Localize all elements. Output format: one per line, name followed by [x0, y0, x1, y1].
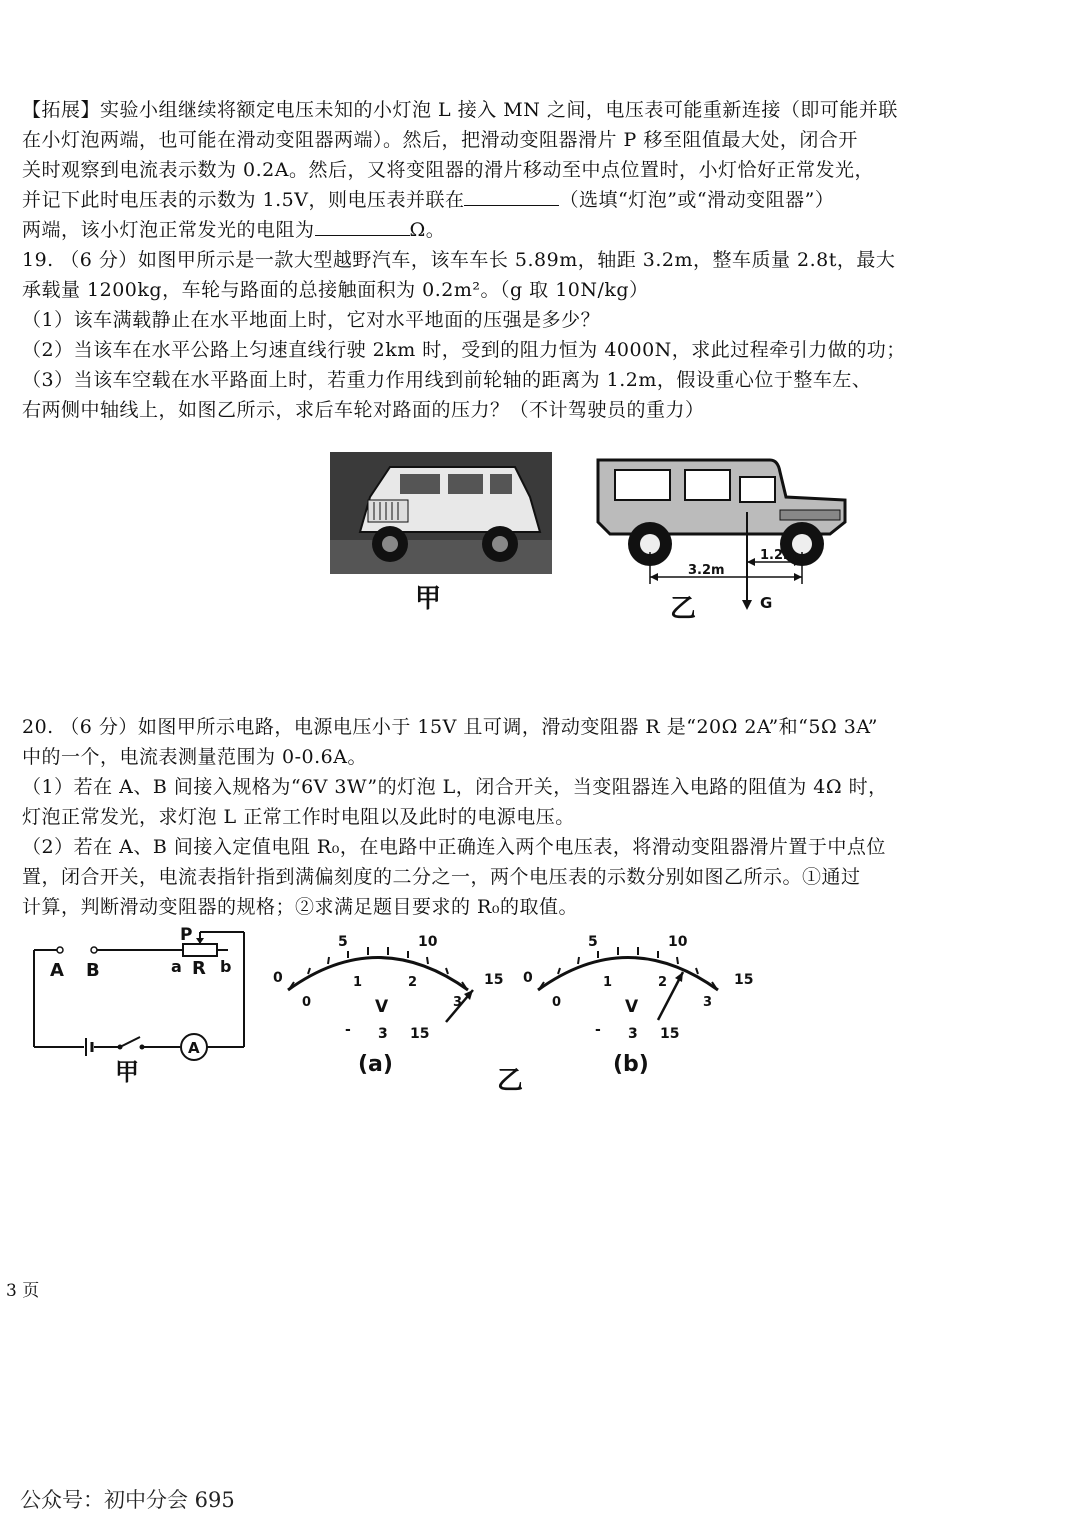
meter-b-terminal-minus: -	[595, 1022, 601, 1038]
extension-line-2: 在小灯泡两端，也可能在滑动变阻器两端）。然后，把滑动变阻器滑片 P 移至阻值最大处，闭合开	[22, 129, 858, 151]
q19-line-5: （3）当该车空载在水平路面上时，若重力作用线到前轮轴的距离为 1.2m，假设重心位于整车左、	[22, 369, 872, 391]
meter-b-inner-1: 1	[603, 975, 613, 990]
fig-a-caption: 甲	[415, 584, 442, 614]
dim-wheelbase: 3.2m	[688, 563, 725, 578]
meter-b-unit: V	[625, 997, 639, 1017]
q19-line-3: （1）该车满载静止在水平地面上时，它对水平地面的压强是多少？	[22, 309, 601, 331]
meter-b-inner-3: 3	[703, 995, 713, 1010]
meter-b-outer-0: 0	[523, 970, 533, 986]
voltmeter-a	[268, 930, 508, 1050]
q20-line-5: （2）若在 A、B 间接入定值电阻 R₀，在电路中正确连入两个电压表，将滑动变阻器滑片置于中点位	[22, 836, 886, 858]
meter-a-terminal-3: 3	[378, 1026, 388, 1042]
meter-a-terminal-minus: -	[345, 1022, 351, 1038]
extension-line-4-text-a: 并记下此时电压表的示数为 1.5V，则电压表并联在	[22, 189, 465, 211]
meter-a-caption: (a)	[358, 1052, 393, 1077]
extension-line-5	[22, 215, 1062, 245]
meter-a-outer-15: 15	[484, 972, 504, 988]
q20-line-7: 计算，判断滑动变阻器的规格；②求满足题目要求的 R₀的取值。	[22, 896, 578, 918]
meter-b-caption: (b)	[613, 1052, 649, 1077]
circuit-caption: 甲	[115, 1058, 139, 1086]
q20-line-1: 20. （6 分）如图甲所示电路，电源电压小于 15V 且可调，滑动变阻器 R 是“20Ω 2A”和“5Ω 3A”	[22, 716, 878, 738]
extension-line-4	[22, 185, 1062, 215]
meter-a-outer-5: 5	[338, 934, 348, 950]
q19-line-2: 承载量 1200kg，车轮与路面的总接触面积为 0.2m²。（g 取 10N/kg）	[22, 279, 649, 301]
meter-a-terminal-15: 15	[410, 1026, 430, 1042]
voltmeter-b	[518, 930, 758, 1050]
answer-blank-2[interactable]	[315, 217, 410, 236]
meter-a-inner-3: 3	[453, 995, 463, 1010]
extension-line-3: 关时观察到电流表示数为 0.2A。然后，又将变阻器的滑片移动至中点位置时，小灯恰好正常发光，	[22, 159, 874, 181]
terminal-a-label: A	[50, 960, 64, 981]
fig-b-caption: 乙	[670, 594, 697, 624]
extension-line-4-text-b: （选填“灯泡”或“滑动变阻器”）	[559, 189, 835, 211]
voltmeter-a-drawing	[268, 930, 508, 1050]
extension-line-5-text-b: Ω。	[409, 219, 446, 241]
suv-photo-drawing	[330, 452, 552, 574]
meter-a-outer-10: 10	[418, 934, 438, 950]
suv-photo	[330, 452, 552, 574]
circuit-drawing	[28, 926, 258, 1081]
meter-a-unit: V	[375, 997, 389, 1017]
q19-line-6: 右两侧中轴线上，如图乙所示，求后车轮对路面的压力？（不计驾驶员的重力）	[22, 399, 705, 421]
extension-line-1: 【拓展】实验小组继续将额定电压未知的小灯泡 L 接入 MN 之间，电压表可能重新连接（即可能并联	[22, 99, 898, 121]
meter-b-outer-15: 15	[734, 972, 754, 988]
meter-a-outer-0: 0	[273, 970, 283, 986]
dim-front: 1.2m	[760, 548, 797, 563]
suv-diagram-drawing	[590, 452, 850, 622]
rheostat-a-label: a	[171, 957, 182, 976]
circuit-diagram	[28, 926, 258, 1081]
q20-line-6: 置，闭合开关，电流表指针指到满偏刻度的二分之一，两个电压表的示数分别如图乙所示。①通过	[22, 866, 861, 888]
terminal-b-label: B	[86, 960, 100, 981]
q20-line-2: 中的一个，电流表测量范围为 0-0.6A。	[22, 746, 367, 768]
voltmeter-b-drawing	[518, 930, 758, 1050]
meter-b-terminal-3: 3	[628, 1026, 638, 1042]
q19-line-4: （2）当该车在水平公路上匀速直线行驶 2km 时，受到的阻力恒为 4000N，求此过程牵引力做的功；	[22, 339, 906, 361]
extension-line-5-text-a: 两端，该小灯泡正常发光的电阻为	[22, 219, 315, 241]
meter-b-outer-10: 10	[668, 934, 688, 950]
slider-p-label: P	[180, 926, 193, 945]
ammeter-label: A	[188, 1039, 200, 1057]
rheostat-r-label: R	[192, 958, 206, 979]
meter-b-inner-2: 2	[658, 975, 668, 990]
meter-b-terminal-15: 15	[660, 1026, 680, 1042]
gravity-label: G	[760, 594, 773, 612]
meter-b-outer-5: 5	[588, 934, 598, 950]
meter-a-inner-1: 1	[353, 975, 363, 990]
meter-b-inner-0: 0	[552, 995, 562, 1010]
q20-line-3: （1）若在 A、B 间接入规格为“6V 3W”的灯泡 L，闭合开关，当变阻器连入电路的阻值为 4Ω 时，	[22, 776, 888, 798]
q19-line-1: 19. （6 分）如图甲所示是一款大型越野汽车，该车车长 5.89m，轴距 3.2m，整车质量 2.8t，最大	[22, 249, 896, 271]
page-number: 3 页	[6, 1281, 40, 1301]
watermark-text: 公众号：初中分会 695	[20, 1488, 235, 1512]
suv-diagram	[590, 452, 850, 622]
rheostat-b-label: b	[220, 957, 232, 976]
meter-a-inner-0: 0	[302, 995, 312, 1010]
meter-a-inner-2: 2	[408, 975, 418, 990]
answer-blank-1[interactable]	[464, 187, 559, 206]
q20-line-4: 灯泡正常发光，求灯泡 L 正常工作时电阻以及此时的电源电压。	[22, 806, 575, 828]
meters-caption: 乙	[497, 1066, 524, 1096]
